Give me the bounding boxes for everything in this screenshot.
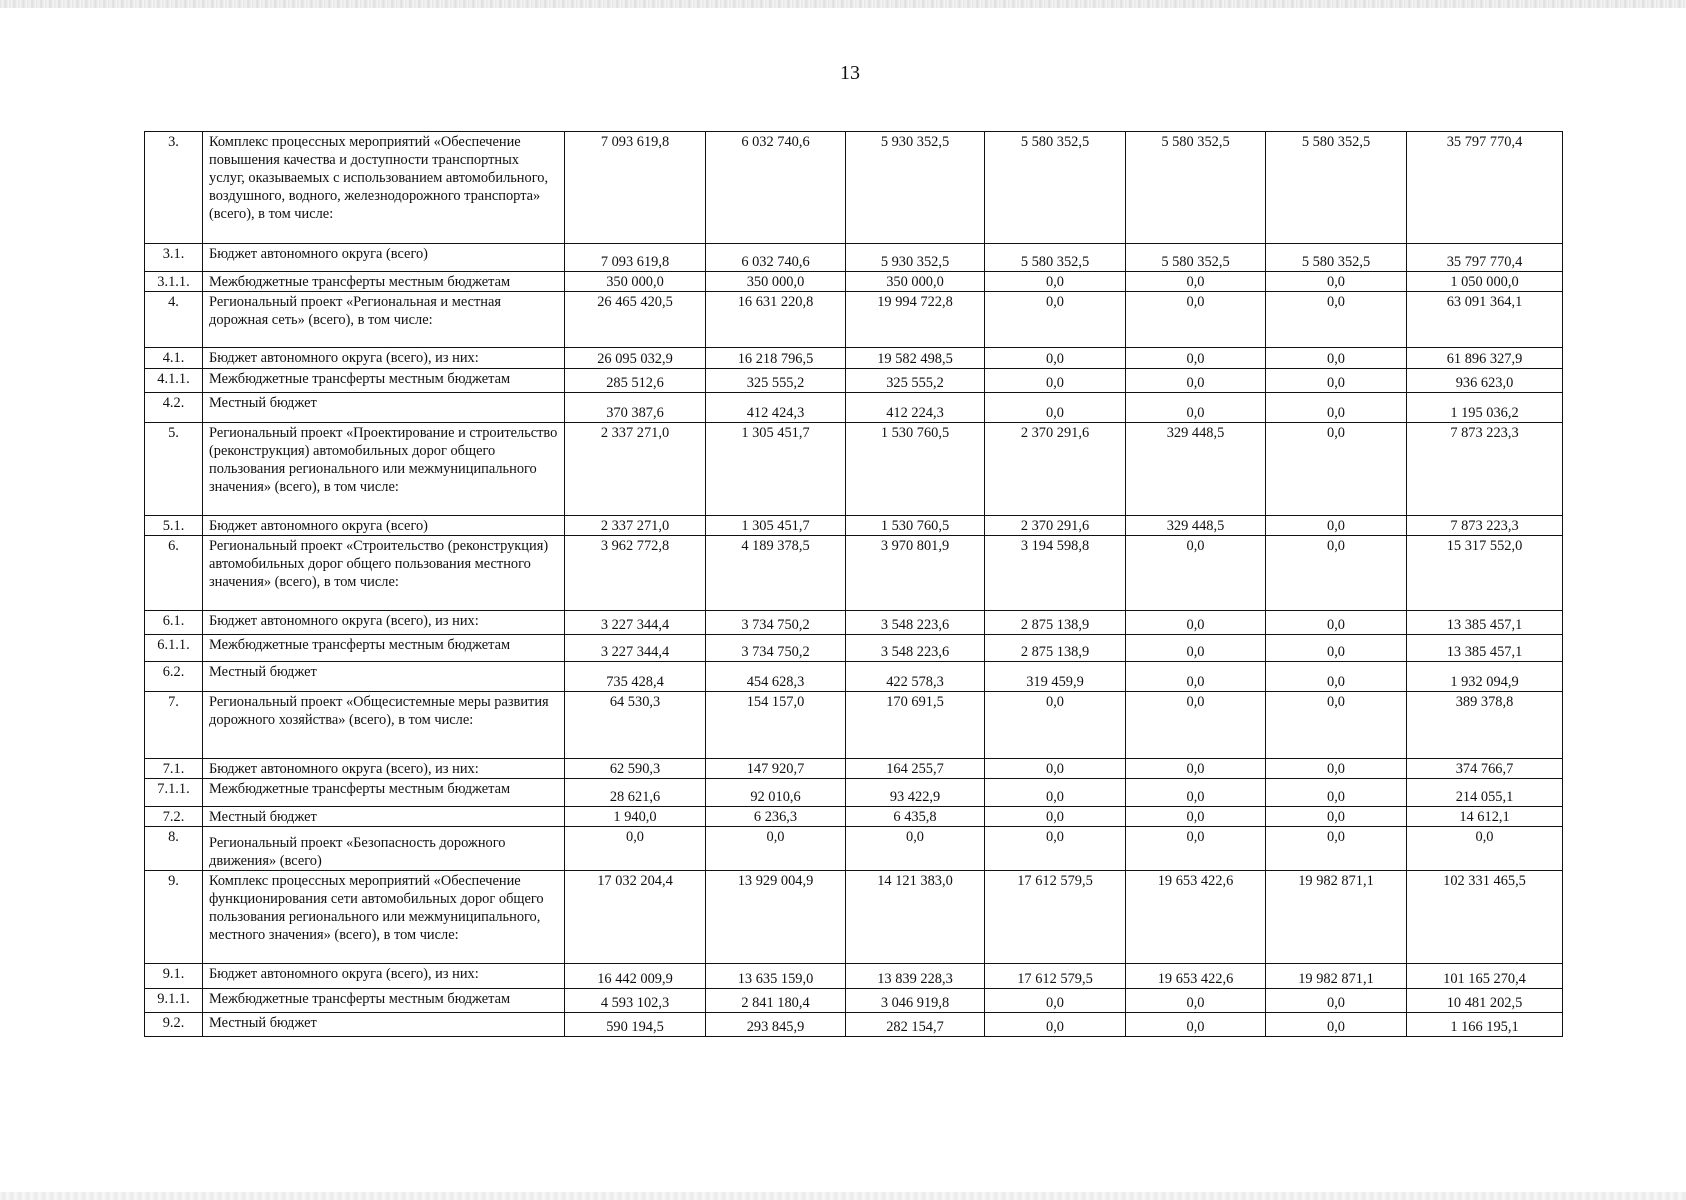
value-cell: 0,0: [1126, 662, 1266, 692]
table-row: [145, 871, 1563, 964]
total-cell: 35 797 770,4: [1407, 244, 1563, 272]
value-cell: 3 548 223,6: [846, 635, 985, 662]
row-name: Межбюджетные трансферты местным бюджетам: [203, 635, 565, 662]
value-cell: 0,0: [1126, 692, 1266, 759]
row-name: Комплекс процессных мероприятий «Обеспечение функционирования сети автомобильных дорог общего пользования регионального или межмуниципального, местного значения» (всего), в том числе:: [203, 871, 565, 964]
table-row: [145, 516, 1563, 536]
scan-edge-bottom: [0, 1192, 1686, 1200]
value-cell: 0,0: [1266, 827, 1407, 871]
total-cell: 374 766,7: [1407, 759, 1563, 779]
table-row: [145, 292, 1563, 348]
value-cell: 19 982 871,1: [1266, 871, 1407, 964]
value-cell: 0,0: [1266, 807, 1407, 827]
table-row: [145, 244, 1563, 272]
value-cell: 16 442 009,9: [565, 964, 706, 989]
value-cell: 412 424,3: [706, 393, 846, 423]
value-cell: 370 387,6: [565, 393, 706, 423]
value-cell: 13 929 004,9: [706, 871, 846, 964]
value-cell: 93 422,9: [846, 779, 985, 807]
total-cell: 1 195 036,2: [1407, 393, 1563, 423]
row-number: 9.1.: [145, 964, 203, 989]
total-cell: 15 317 552,0: [1407, 536, 1563, 611]
row-number: 6.: [145, 536, 203, 611]
value-cell: 0,0: [1266, 393, 1407, 423]
value-cell: 5 580 352,5: [1266, 132, 1407, 244]
row-name: Бюджет автономного округа (всего): [203, 244, 565, 272]
table-row: [145, 423, 1563, 516]
value-cell: 2 337 271,0: [565, 423, 706, 516]
value-cell: 2 841 180,4: [706, 989, 846, 1013]
value-cell: 170 691,5: [846, 692, 985, 759]
total-cell: 389 378,8: [1407, 692, 1563, 759]
value-cell: 19 582 498,5: [846, 348, 985, 369]
row-number: 4.2.: [145, 393, 203, 423]
value-cell: 0,0: [1126, 536, 1266, 611]
value-cell: 26 095 032,9: [565, 348, 706, 369]
total-cell: 1 932 094,9: [1407, 662, 1563, 692]
value-cell: 2 337 271,0: [565, 516, 706, 536]
table-row: [145, 369, 1563, 393]
value-cell: 329 448,5: [1126, 423, 1266, 516]
value-cell: 0,0: [985, 692, 1126, 759]
table-row: [145, 393, 1563, 423]
value-cell: 0,0: [985, 369, 1126, 393]
value-cell: 0,0: [985, 807, 1126, 827]
value-cell: 0,0: [985, 989, 1126, 1013]
value-cell: 17 612 579,5: [985, 871, 1126, 964]
row-name: Региональный проект «Проектирование и строительство (реконструкция) автомобильных дорог общего пользования регионального или межмуниципального значения» (всего), в том числе:: [203, 423, 565, 516]
table-row: [145, 759, 1563, 779]
row-number: 7.2.: [145, 807, 203, 827]
value-cell: 6 032 740,6: [706, 132, 846, 244]
value-cell: 3 548 223,6: [846, 611, 985, 635]
table-body: [145, 132, 1563, 1037]
table-row: [145, 989, 1563, 1013]
value-cell: 0,0: [1266, 348, 1407, 369]
value-cell: 0,0: [985, 827, 1126, 871]
total-cell: 14 612,1: [1407, 807, 1563, 827]
total-cell: 61 896 327,9: [1407, 348, 1563, 369]
value-cell: 0,0: [1126, 611, 1266, 635]
value-cell: 5 580 352,5: [985, 244, 1126, 272]
value-cell: 285 512,6: [565, 369, 706, 393]
value-cell: 16 631 220,8: [706, 292, 846, 348]
value-cell: 0,0: [1266, 272, 1407, 292]
value-cell: 3 970 801,9: [846, 536, 985, 611]
table-row: [145, 635, 1563, 662]
value-cell: 6 032 740,6: [706, 244, 846, 272]
row-name: Региональный проект «Строительство (реконструкция) автомобильных дорог общего пользования местного значения» (всего), в том числе:: [203, 536, 565, 611]
total-cell: 63 091 364,1: [1407, 292, 1563, 348]
row-name: Межбюджетные трансферты местным бюджетам: [203, 369, 565, 393]
row-number: 9.: [145, 871, 203, 964]
value-cell: 0,0: [1266, 536, 1407, 611]
value-cell: 1 940,0: [565, 807, 706, 827]
row-name: Межбюджетные трансферты местным бюджетам: [203, 272, 565, 292]
row-number: 9.1.1.: [145, 989, 203, 1013]
total-cell: 1 050 000,0: [1407, 272, 1563, 292]
budget-table: [144, 131, 1563, 1037]
row-number: 4.1.1.: [145, 369, 203, 393]
row-number: 5.: [145, 423, 203, 516]
value-cell: 16 218 796,5: [706, 348, 846, 369]
value-cell: 350 000,0: [706, 272, 846, 292]
total-cell: 101 165 270,4: [1407, 964, 1563, 989]
value-cell: 0,0: [985, 292, 1126, 348]
value-cell: 293 845,9: [706, 1013, 846, 1037]
row-name: Местный бюджет: [203, 393, 565, 423]
value-cell: 5 580 352,5: [985, 132, 1126, 244]
value-cell: 1 305 451,7: [706, 516, 846, 536]
value-cell: 422 578,3: [846, 662, 985, 692]
row-number: 4.: [145, 292, 203, 348]
total-cell: 35 797 770,4: [1407, 132, 1563, 244]
row-number: 8.: [145, 827, 203, 871]
value-cell: 0,0: [846, 827, 985, 871]
value-cell: 0,0: [1266, 292, 1407, 348]
value-cell: 329 448,5: [1126, 516, 1266, 536]
row-number: 6.1.1.: [145, 635, 203, 662]
value-cell: 0,0: [1126, 635, 1266, 662]
value-cell: 0,0: [985, 272, 1126, 292]
value-cell: 6 435,8: [846, 807, 985, 827]
row-number: 7.1.1.: [145, 779, 203, 807]
value-cell: 0,0: [1126, 989, 1266, 1013]
value-cell: 0,0: [1266, 635, 1407, 662]
value-cell: 2 370 291,6: [985, 516, 1126, 536]
value-cell: 0,0: [1266, 759, 1407, 779]
row-name: Региональный проект «Общесистемные меры развития дорожного хозяйства» (всего), в том числе:: [203, 692, 565, 759]
row-number: 3.1.: [145, 244, 203, 272]
value-cell: 7 093 619,8: [565, 132, 706, 244]
total-cell: 1 166 195,1: [1407, 1013, 1563, 1037]
value-cell: 325 555,2: [846, 369, 985, 393]
row-number: 7.1.: [145, 759, 203, 779]
table-row: [145, 779, 1563, 807]
value-cell: 0,0: [1266, 989, 1407, 1013]
value-cell: 5 580 352,5: [1126, 132, 1266, 244]
row-name: Местный бюджет: [203, 807, 565, 827]
value-cell: 282 154,7: [846, 1013, 985, 1037]
value-cell: 0,0: [1266, 516, 1407, 536]
value-cell: 0,0: [565, 827, 706, 871]
value-cell: 2 875 138,9: [985, 635, 1126, 662]
value-cell: 0,0: [1266, 611, 1407, 635]
row-number: 3.: [145, 132, 203, 244]
value-cell: 7 093 619,8: [565, 244, 706, 272]
value-cell: 0,0: [1266, 1013, 1407, 1037]
value-cell: 0,0: [1126, 827, 1266, 871]
value-cell: 13 839 228,3: [846, 964, 985, 989]
value-cell: 3 046 919,8: [846, 989, 985, 1013]
value-cell: 147 920,7: [706, 759, 846, 779]
value-cell: 13 635 159,0: [706, 964, 846, 989]
value-cell: 17 612 579,5: [985, 964, 1126, 989]
table-row: [145, 536, 1563, 611]
value-cell: 14 121 383,0: [846, 871, 985, 964]
table-row: [145, 964, 1563, 989]
value-cell: 3 194 598,8: [985, 536, 1126, 611]
total-cell: 10 481 202,5: [1407, 989, 1563, 1013]
value-cell: 154 157,0: [706, 692, 846, 759]
row-number: 6.2.: [145, 662, 203, 692]
value-cell: 19 653 422,6: [1126, 964, 1266, 989]
table-row: [145, 662, 1563, 692]
total-cell: 7 873 223,3: [1407, 423, 1563, 516]
value-cell: 17 032 204,4: [565, 871, 706, 964]
value-cell: 5 580 352,5: [1126, 244, 1266, 272]
table-row: [145, 272, 1563, 292]
row-number: 7.: [145, 692, 203, 759]
value-cell: 0,0: [1266, 369, 1407, 393]
value-cell: 0,0: [985, 759, 1126, 779]
value-cell: 0,0: [1266, 662, 1407, 692]
row-number: 3.1.1.: [145, 272, 203, 292]
row-name: Комплекс процессных мероприятий «Обеспечение повышения качества и доступности транспортных услуг, оказываемых с использованием автомобильного, воздушного, водного, железнодорожного транспорта» (всего), в том числе:: [203, 132, 565, 244]
total-cell: 102 331 465,5: [1407, 871, 1563, 964]
value-cell: 0,0: [1126, 1013, 1266, 1037]
value-cell: 0,0: [1126, 348, 1266, 369]
value-cell: 735 428,4: [565, 662, 706, 692]
row-name: Межбюджетные трансферты местным бюджетам: [203, 779, 565, 807]
row-name: Региональный проект «Региональная и местная дорожная сеть» (всего), в том числе:: [203, 292, 565, 348]
table-row: [145, 132, 1563, 244]
value-cell: 0,0: [1126, 393, 1266, 423]
value-cell: 0,0: [985, 1013, 1126, 1037]
value-cell: 0,0: [1126, 292, 1266, 348]
total-cell: 936 623,0: [1407, 369, 1563, 393]
total-cell: 0,0: [1407, 827, 1563, 871]
value-cell: 28 621,6: [565, 779, 706, 807]
value-cell: 0,0: [1126, 759, 1266, 779]
row-number: 4.1.: [145, 348, 203, 369]
value-cell: 3 734 750,2: [706, 611, 846, 635]
row-name: Бюджет автономного округа (всего): [203, 516, 565, 536]
value-cell: 350 000,0: [565, 272, 706, 292]
page-number: 13: [840, 62, 860, 84]
value-cell: 3 227 344,4: [565, 611, 706, 635]
row-name: Местный бюджет: [203, 662, 565, 692]
value-cell: 0,0: [1126, 779, 1266, 807]
value-cell: 0,0: [1266, 779, 1407, 807]
value-cell: 454 628,3: [706, 662, 846, 692]
total-cell: 214 055,1: [1407, 779, 1563, 807]
value-cell: 92 010,6: [706, 779, 846, 807]
value-cell: 19 994 722,8: [846, 292, 985, 348]
value-cell: 5 930 352,5: [846, 244, 985, 272]
value-cell: 5 580 352,5: [1266, 244, 1407, 272]
row-number: 9.2.: [145, 1013, 203, 1037]
value-cell: 325 555,2: [706, 369, 846, 393]
value-cell: 26 465 420,5: [565, 292, 706, 348]
scan-edge-top: [0, 0, 1686, 8]
row-name: Бюджет автономного округа (всего), из них:: [203, 759, 565, 779]
value-cell: 62 590,3: [565, 759, 706, 779]
value-cell: 2 875 138,9: [985, 611, 1126, 635]
value-cell: 1 305 451,7: [706, 423, 846, 516]
value-cell: 0,0: [1126, 807, 1266, 827]
value-cell: 590 194,5: [565, 1013, 706, 1037]
value-cell: 3 734 750,2: [706, 635, 846, 662]
row-name: Бюджет автономного округа (всего), из них:: [203, 611, 565, 635]
value-cell: 1 530 760,5: [846, 516, 985, 536]
value-cell: 0,0: [1266, 423, 1407, 516]
value-cell: 319 459,9: [985, 662, 1126, 692]
value-cell: 3 962 772,8: [565, 536, 706, 611]
value-cell: 0,0: [1126, 272, 1266, 292]
value-cell: 164 255,7: [846, 759, 985, 779]
value-cell: 350 000,0: [846, 272, 985, 292]
value-cell: 1 530 760,5: [846, 423, 985, 516]
table-row: [145, 692, 1563, 759]
value-cell: 0,0: [1126, 369, 1266, 393]
row-number: 5.1.: [145, 516, 203, 536]
row-name: Бюджет автономного округа (всего), из них:: [203, 348, 565, 369]
value-cell: 64 530,3: [565, 692, 706, 759]
row-name: Региональный проект «Безопасность дорожного движения» (всего): [203, 827, 565, 871]
value-cell: 5 930 352,5: [846, 132, 985, 244]
table-row: [145, 827, 1563, 871]
table-row: [145, 611, 1563, 635]
value-cell: 0,0: [706, 827, 846, 871]
row-name: Местный бюджет: [203, 1013, 565, 1037]
value-cell: 4 593 102,3: [565, 989, 706, 1013]
value-cell: 0,0: [985, 348, 1126, 369]
value-cell: 3 227 344,4: [565, 635, 706, 662]
row-name: Межбюджетные трансферты местным бюджетам: [203, 989, 565, 1013]
value-cell: 19 653 422,6: [1126, 871, 1266, 964]
value-cell: 0,0: [1266, 692, 1407, 759]
total-cell: 7 873 223,3: [1407, 516, 1563, 536]
table-row: [145, 348, 1563, 369]
value-cell: 0,0: [985, 393, 1126, 423]
value-cell: 4 189 378,5: [706, 536, 846, 611]
total-cell: 13 385 457,1: [1407, 611, 1563, 635]
table-row: [145, 1013, 1563, 1037]
value-cell: 0,0: [985, 779, 1126, 807]
row-name: Бюджет автономного округа (всего), из них:: [203, 964, 565, 989]
value-cell: 2 370 291,6: [985, 423, 1126, 516]
value-cell: 412 224,3: [846, 393, 985, 423]
table-row: [145, 807, 1563, 827]
row-number: 6.1.: [145, 611, 203, 635]
value-cell: 19 982 871,1: [1266, 964, 1407, 989]
value-cell: 6 236,3: [706, 807, 846, 827]
total-cell: 13 385 457,1: [1407, 635, 1563, 662]
